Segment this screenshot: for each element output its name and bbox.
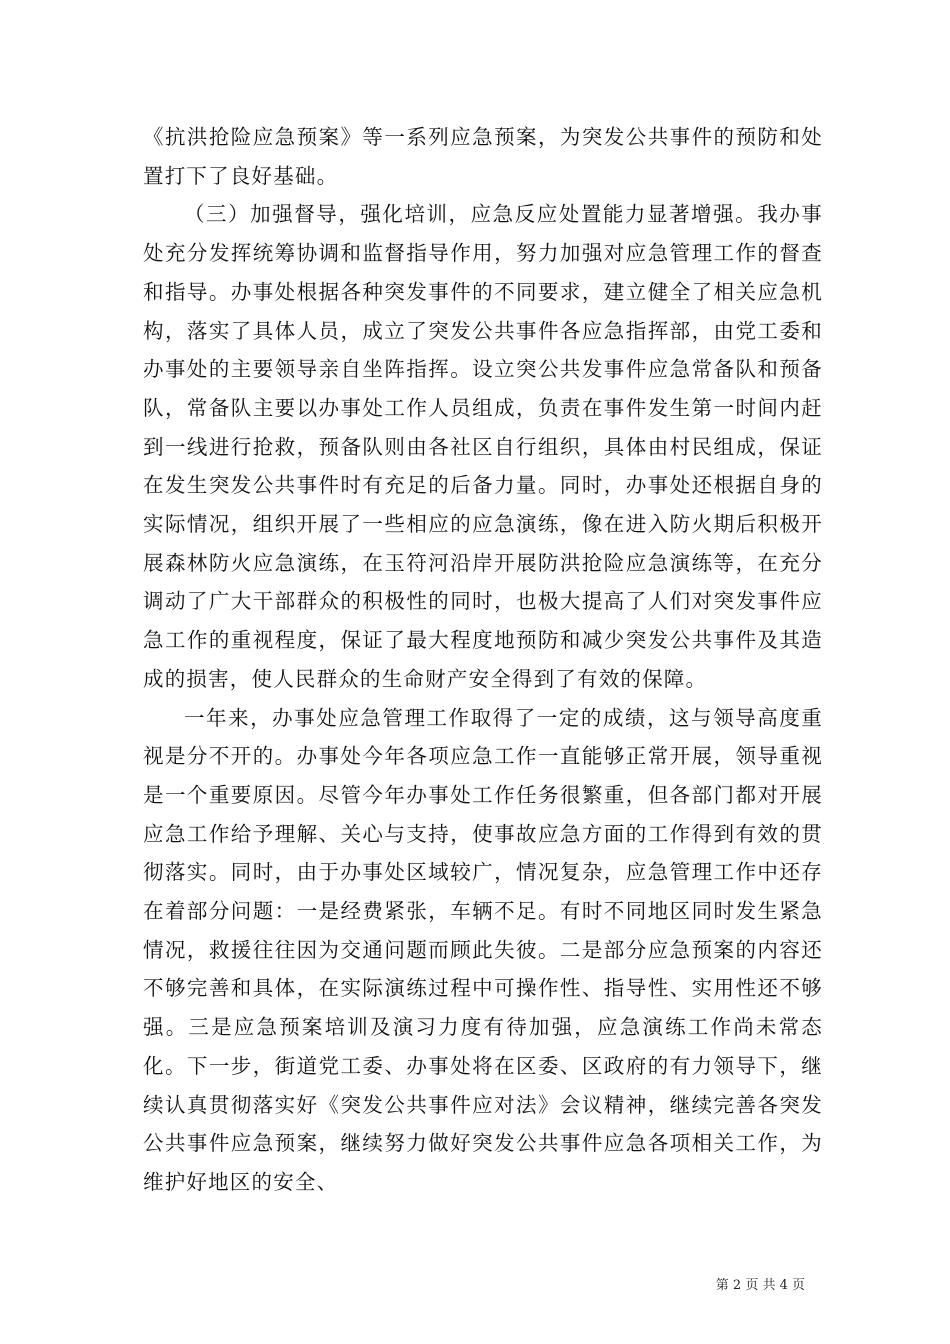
paragraph-section-three: （三）加强督导，强化培训，应急反应处置能力显著增强。我办事处充分发挥统筹协调和监督指导作用，努力加强对应急管理工作的督查和指导。办事处根据各种突发事件的不同要求，建立健全了相关应急机构，落实了具体人员，成立了突发公共事件各应急指挥部，由党工委和办事处的主要领导亲自坐阵指挥。设立突公共发事件应急常备队和预备队，常备队主要以办事处工作人员组成，负责在事件发生第一时间内赶到一线进行抢救，预备队则由各社区自行组织，具体由村民组成，保证在发生突发公共事件时有充足的后备力量。同时，办事处还根据自身的实际情况，组织开展了一些相应的应急演练，像在进入防火期后积极开展森林防火应急演练，在玉符河沿岸开展防洪抢险应急演练等，在充分调动了广大干部群众的积极性的同时，也极大提高了人们对突发事件应急工作的重视程度，保证了最大程度地预防和减少突发公共事件及其造成的损害，使人民群众的生命财产安全得到了有效的保障。 xyxy=(143,202,823,691)
paragraph-continuation: 《抗洪抢险应急预案》等一系列应急预案，为突发公共事件的预防和处置打下了良好基础。 xyxy=(143,125,823,188)
body-text xyxy=(143,118,823,1202)
page-number: 第 2 页 共 4 页 xyxy=(715,1278,805,1293)
paragraph-summary: 一年来，办事处应急管理工作取得了一定的成绩，这与领导高度重视是分不开的。办事处今年各项应急工作一直能够正常开展，领导重视是一个重要原因。尽管今年办事处工作任务很繁重，但各部门都对开展应急工作给予理解、关心与支持，使事故应急方面的工作得到有效的贯彻落实。同时，由于办事处区域较广，情况复杂，应急管理工作中还存在着部分问题：一是经费紧张，车辆不足。有时不同地区同时发生紧急情况，救援往往因为交通问题而顾此失彼。二是部分应急预案的内容还不够完善和具体，在实际演练过程中可操作性、指导性、实用性还不够强。三是应急预案培训及演习力度有待加强，应急演练工作尚未常态化。下一步，街道党工委、办事处将在区委、区政府的有力领导下，继续认真贯彻落实好《突发公共事件应对法》会议精神，继续完善各突发公共事件应急预案，继续努力做好突发公共事件应急各项相关工作，为维护好地区的安全、 xyxy=(143,705,823,1194)
